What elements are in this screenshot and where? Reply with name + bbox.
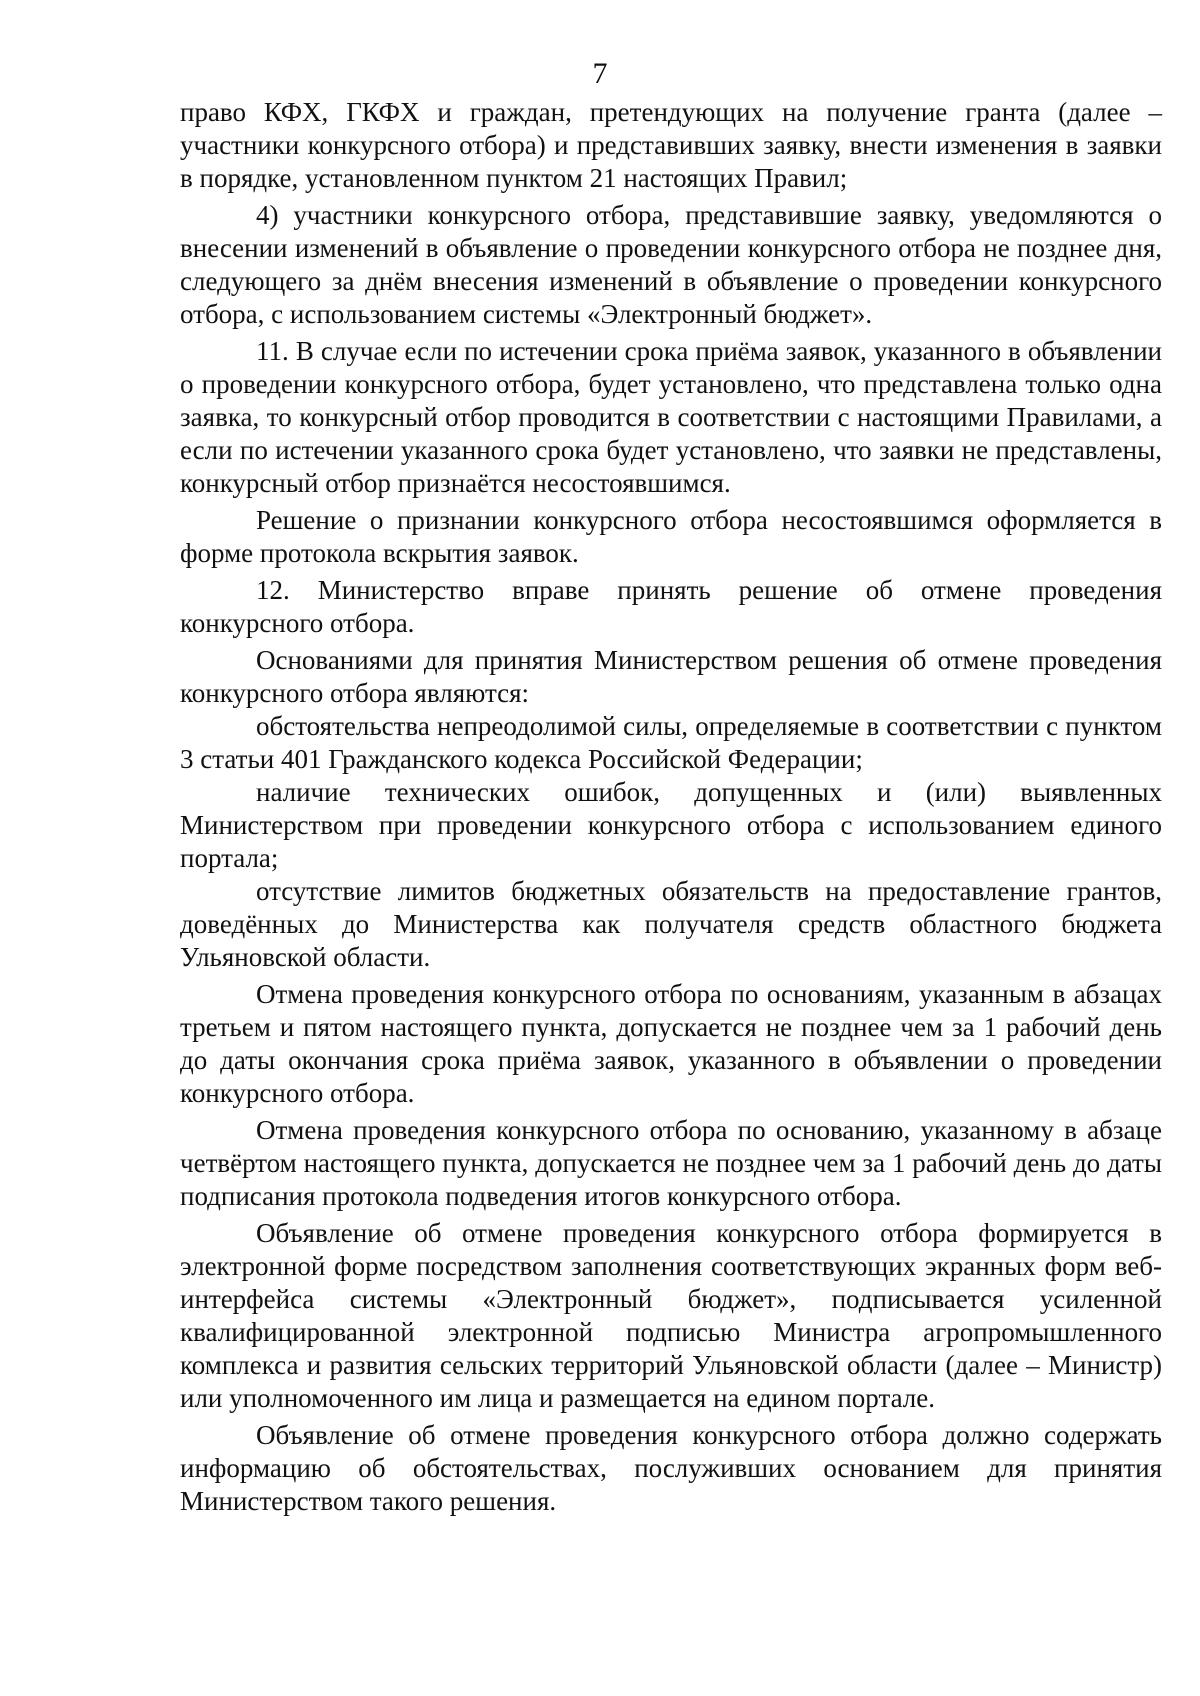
paragraph-cancel-announcement: Объявление об отмене проведения конкурсного отбора формируется в электронной форме посредством заполнения соответствующих экранных форм веб-интерфейса системы «Электронный бюджет», подписывается усиленной квалифицированной электронной подписью Министра агропромышленного комплекса и развития сельских территорий Ульяновской области (далее – Министр) или уполномоченного им лица и размещается на едином портале.: [180, 1218, 1162, 1413]
document-body: [180, 96, 1162, 1518]
paragraph-continuation: право КФХ, ГКФХ и граждан, претендующих на получение гранта (далее – участники конкурсного отбора) и представивших заявку, внести изменения в заявки в порядке, установленном пунктом 21 настоящих Правил;: [180, 97, 1162, 193]
paragraph-ground-force-majeure: обстоятельства непреодолимой силы, определяемые в соответствии с пунктом 3 статьи 401 Гражданского кодекса Российской Федерации;: [180, 711, 1162, 774]
paragraph-grounds-intro: Основаниями для принятия Министерством решения об отмене проведения конкурсного отбора являются:: [180, 645, 1162, 708]
paragraph-section-12: 12. Министерство вправе принять решение об отмене проведения конкурсного отбора.: [180, 575, 1162, 638]
paragraph-item-4: 4) участники конкурсного отбора, представившие заявку, уведомляются о внесении изменений в объявление о проведении конкурсного отбора не позднее дня, следующего за днём внесения изменений в объявление о проведении конкурсного отбора, с использованием системы «Электронный бюджет».: [180, 200, 1162, 329]
page-number: 7: [592, 57, 608, 90]
paragraph-ground-no-limits: отсутствие лимитов бюджетных обязательств на предоставление грантов, доведённых до Министерства как получателя средств областного бюджета Ульяновской области.: [180, 876, 1162, 972]
paragraph-announcement-content: Объявление об отмене проведения конкурсного отбора должно содержать информацию об обстоятельствах, послуживших основанием для принятия Министерством такого решения.: [180, 1420, 1162, 1516]
paragraph-ground-technical-errors: наличие технических ошибок, допущенных и (или) выявленных Министерством при проведении конкурсного отбора с использованием единого портала;: [180, 777, 1162, 873]
paragraph-cancel-deadline-2: Отмена проведения конкурсного отбора по основанию, указанному в абзаце четвёртом настоящего пункта, допускается не позднее чем за 1 рабочий день до даты подписания протокола подведения итогов конкурсного отбора.: [180, 1115, 1162, 1211]
paragraph-decision-protocol: Решение о признании конкурсного отбора несостоявшимся оформляется в форме протокола вскрытия заявок.: [180, 505, 1162, 568]
paragraph-section-11: 11. В случае если по истечении срока приёма заявок, указанного в объявлении о проведении конкурсного отбора, будет установлено, что представлена только одна заявка, то конкурсный отбор проводится в соответствии с настоящими Правилами, а если по истечении указанного срока будет установлено, что заявки не представлены, конкурсный отбор признаётся несостоявшимся.: [180, 336, 1162, 498]
paragraph-cancel-deadline-1: Отмена проведения конкурсного отбора по основаниям, указанным в абзацах третьем и пятом настоящего пункта, допускается не позднее чем за 1 рабочий день до даты окончания срока приёма заявок, указанного в объявлении о проведении конкурсного отбора.: [180, 979, 1162, 1108]
